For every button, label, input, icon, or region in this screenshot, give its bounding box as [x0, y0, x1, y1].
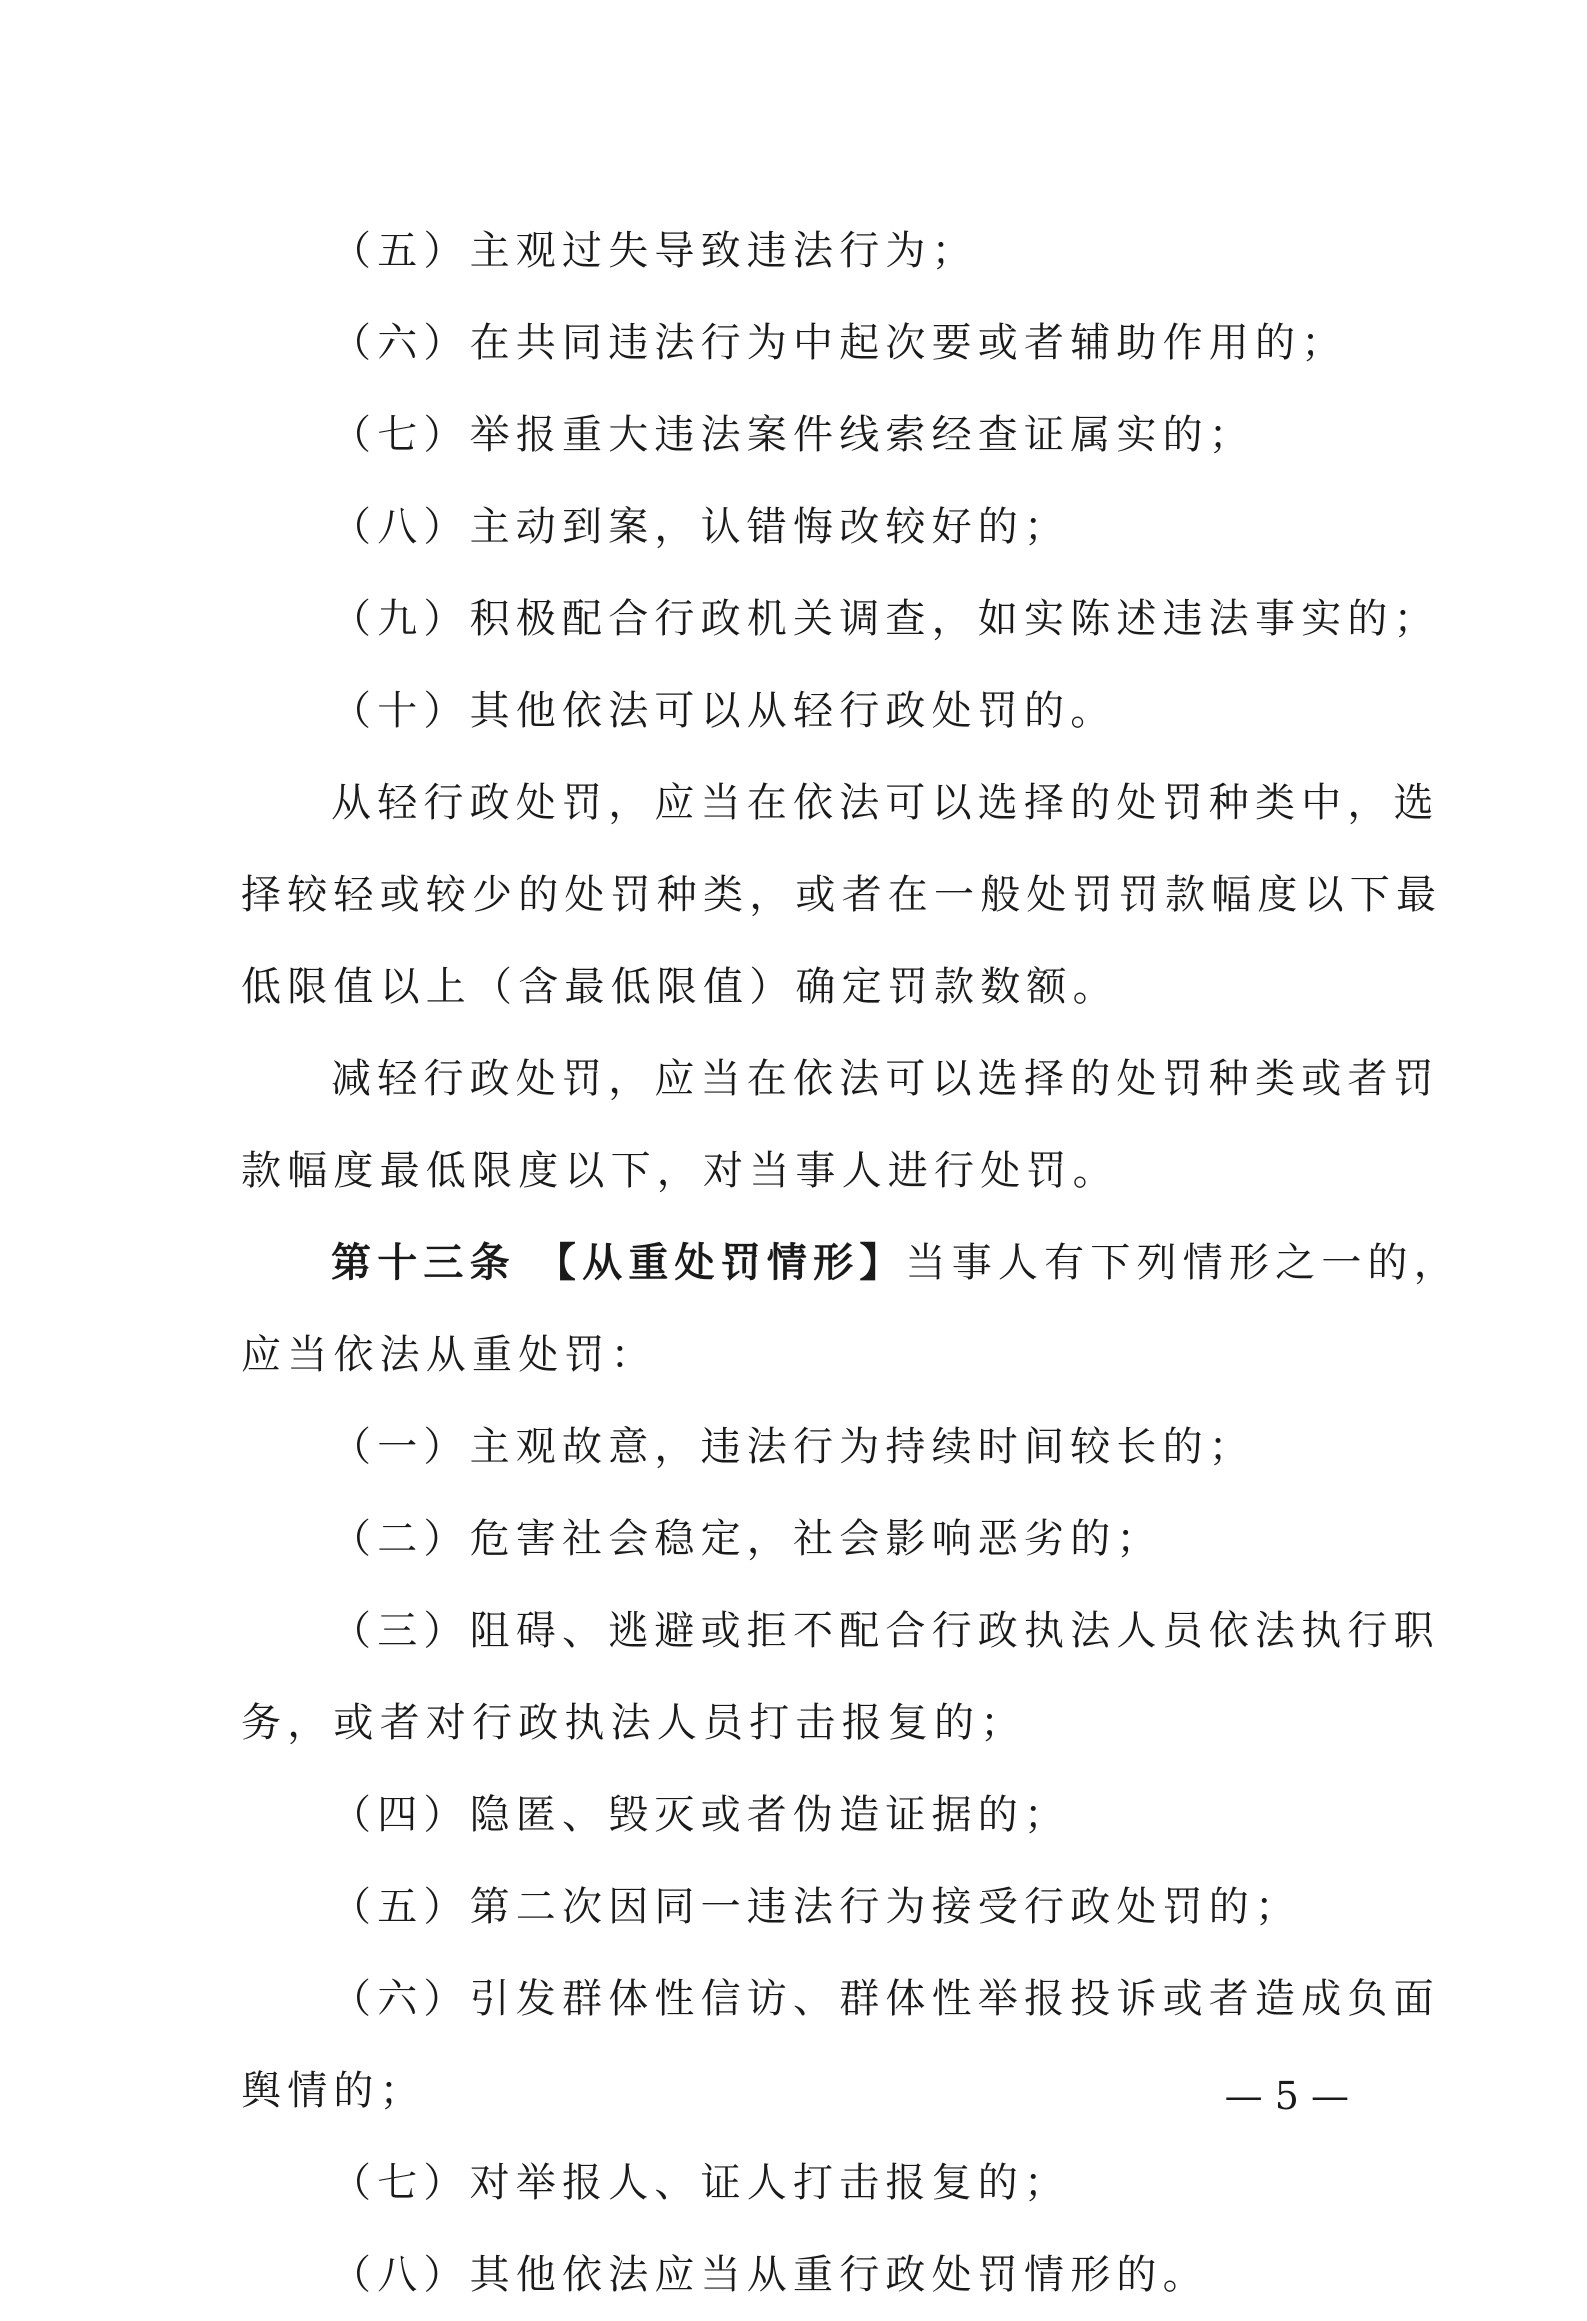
- list-item-aggravating-1: （一）主观故意，违法行为持续时间较长的；: [331, 1424, 1255, 1470]
- paragraph-reduced-penalty-line-2: 款幅度最低限度以下，对当事人进行处罚。: [241, 1148, 1119, 1194]
- list-item-mitigating-5: （五）主观过失导致违法行为；: [331, 228, 978, 274]
- document-body: [241, 205, 1460, 2321]
- list-item-mitigating-9: （九）积极配合行政机关调查，如实陈述违法事实的；: [331, 596, 1440, 642]
- list-item-mitigating-8: （八）主动到案，认错悔改较好的；: [331, 504, 1071, 550]
- page-number: — 5 —: [1224, 2074, 1349, 2118]
- article-13-title: 第十三条 【从重处罚情形】: [331, 1239, 906, 1286]
- list-item-aggravating-6-line-2: 舆情的；: [241, 2068, 426, 2114]
- list-item-mitigating-10: （十）其他依法可以从轻行政处罚的。: [331, 688, 1117, 734]
- article-13-intro: 当事人有下列情形之一的，: [905, 1240, 1460, 1286]
- paragraph-lighter-penalty-line-1: 从轻行政处罚，应当在依法可以选择的处罚种类中，选: [331, 780, 1440, 826]
- list-item-aggravating-4: （四）隐匿、毁灭或者伪造证据的；: [331, 1792, 1071, 1838]
- list-item-aggravating-2: （二）危害社会稳定，社会影响恶劣的；: [331, 1516, 1163, 1562]
- paragraph-reduced-penalty-line-1: 减轻行政处罚，应当在依法可以选择的处罚种类或者罚: [331, 1056, 1440, 1102]
- article-13-intro-line-2: 应当依法从重处罚：: [241, 1332, 657, 1378]
- list-item-mitigating-6: （六）在共同违法行为中起次要或者辅助作用的；: [331, 320, 1348, 366]
- list-item-aggravating-7: （七）对举报人、证人打击报复的；: [331, 2160, 1071, 2206]
- list-item-aggravating-3-line-2: 务，或者对行政执法人员打击报复的；: [241, 1700, 1027, 1746]
- paragraph-lighter-penalty-line-2: 择较轻或较少的处罚种类，或者在一般处罚罚款幅度以下最: [241, 872, 1443, 918]
- list-item-aggravating-5: （五）第二次因同一违法行为接受行政处罚的；: [331, 1884, 1302, 1930]
- list-item-aggravating-6-line-1: （六）引发群体性信访、群体性举报投诉或者造成负面: [331, 1976, 1440, 2022]
- paragraph-lighter-penalty-line-3: 低限值以上（含最低限值）确定罚款数额。: [241, 964, 1119, 1010]
- list-item-mitigating-7: （七）举报重大违法案件线索经查证属实的；: [331, 412, 1255, 458]
- list-item-aggravating-3-line-1: （三）阻碍、逃避或拒不配合行政执法人员依法执行职: [331, 1608, 1440, 1654]
- article-13-heading-line: [241, 1217, 1460, 1309]
- list-item-aggravating-8: （八）其他依法应当从重行政处罚情形的。: [331, 2252, 1209, 2298]
